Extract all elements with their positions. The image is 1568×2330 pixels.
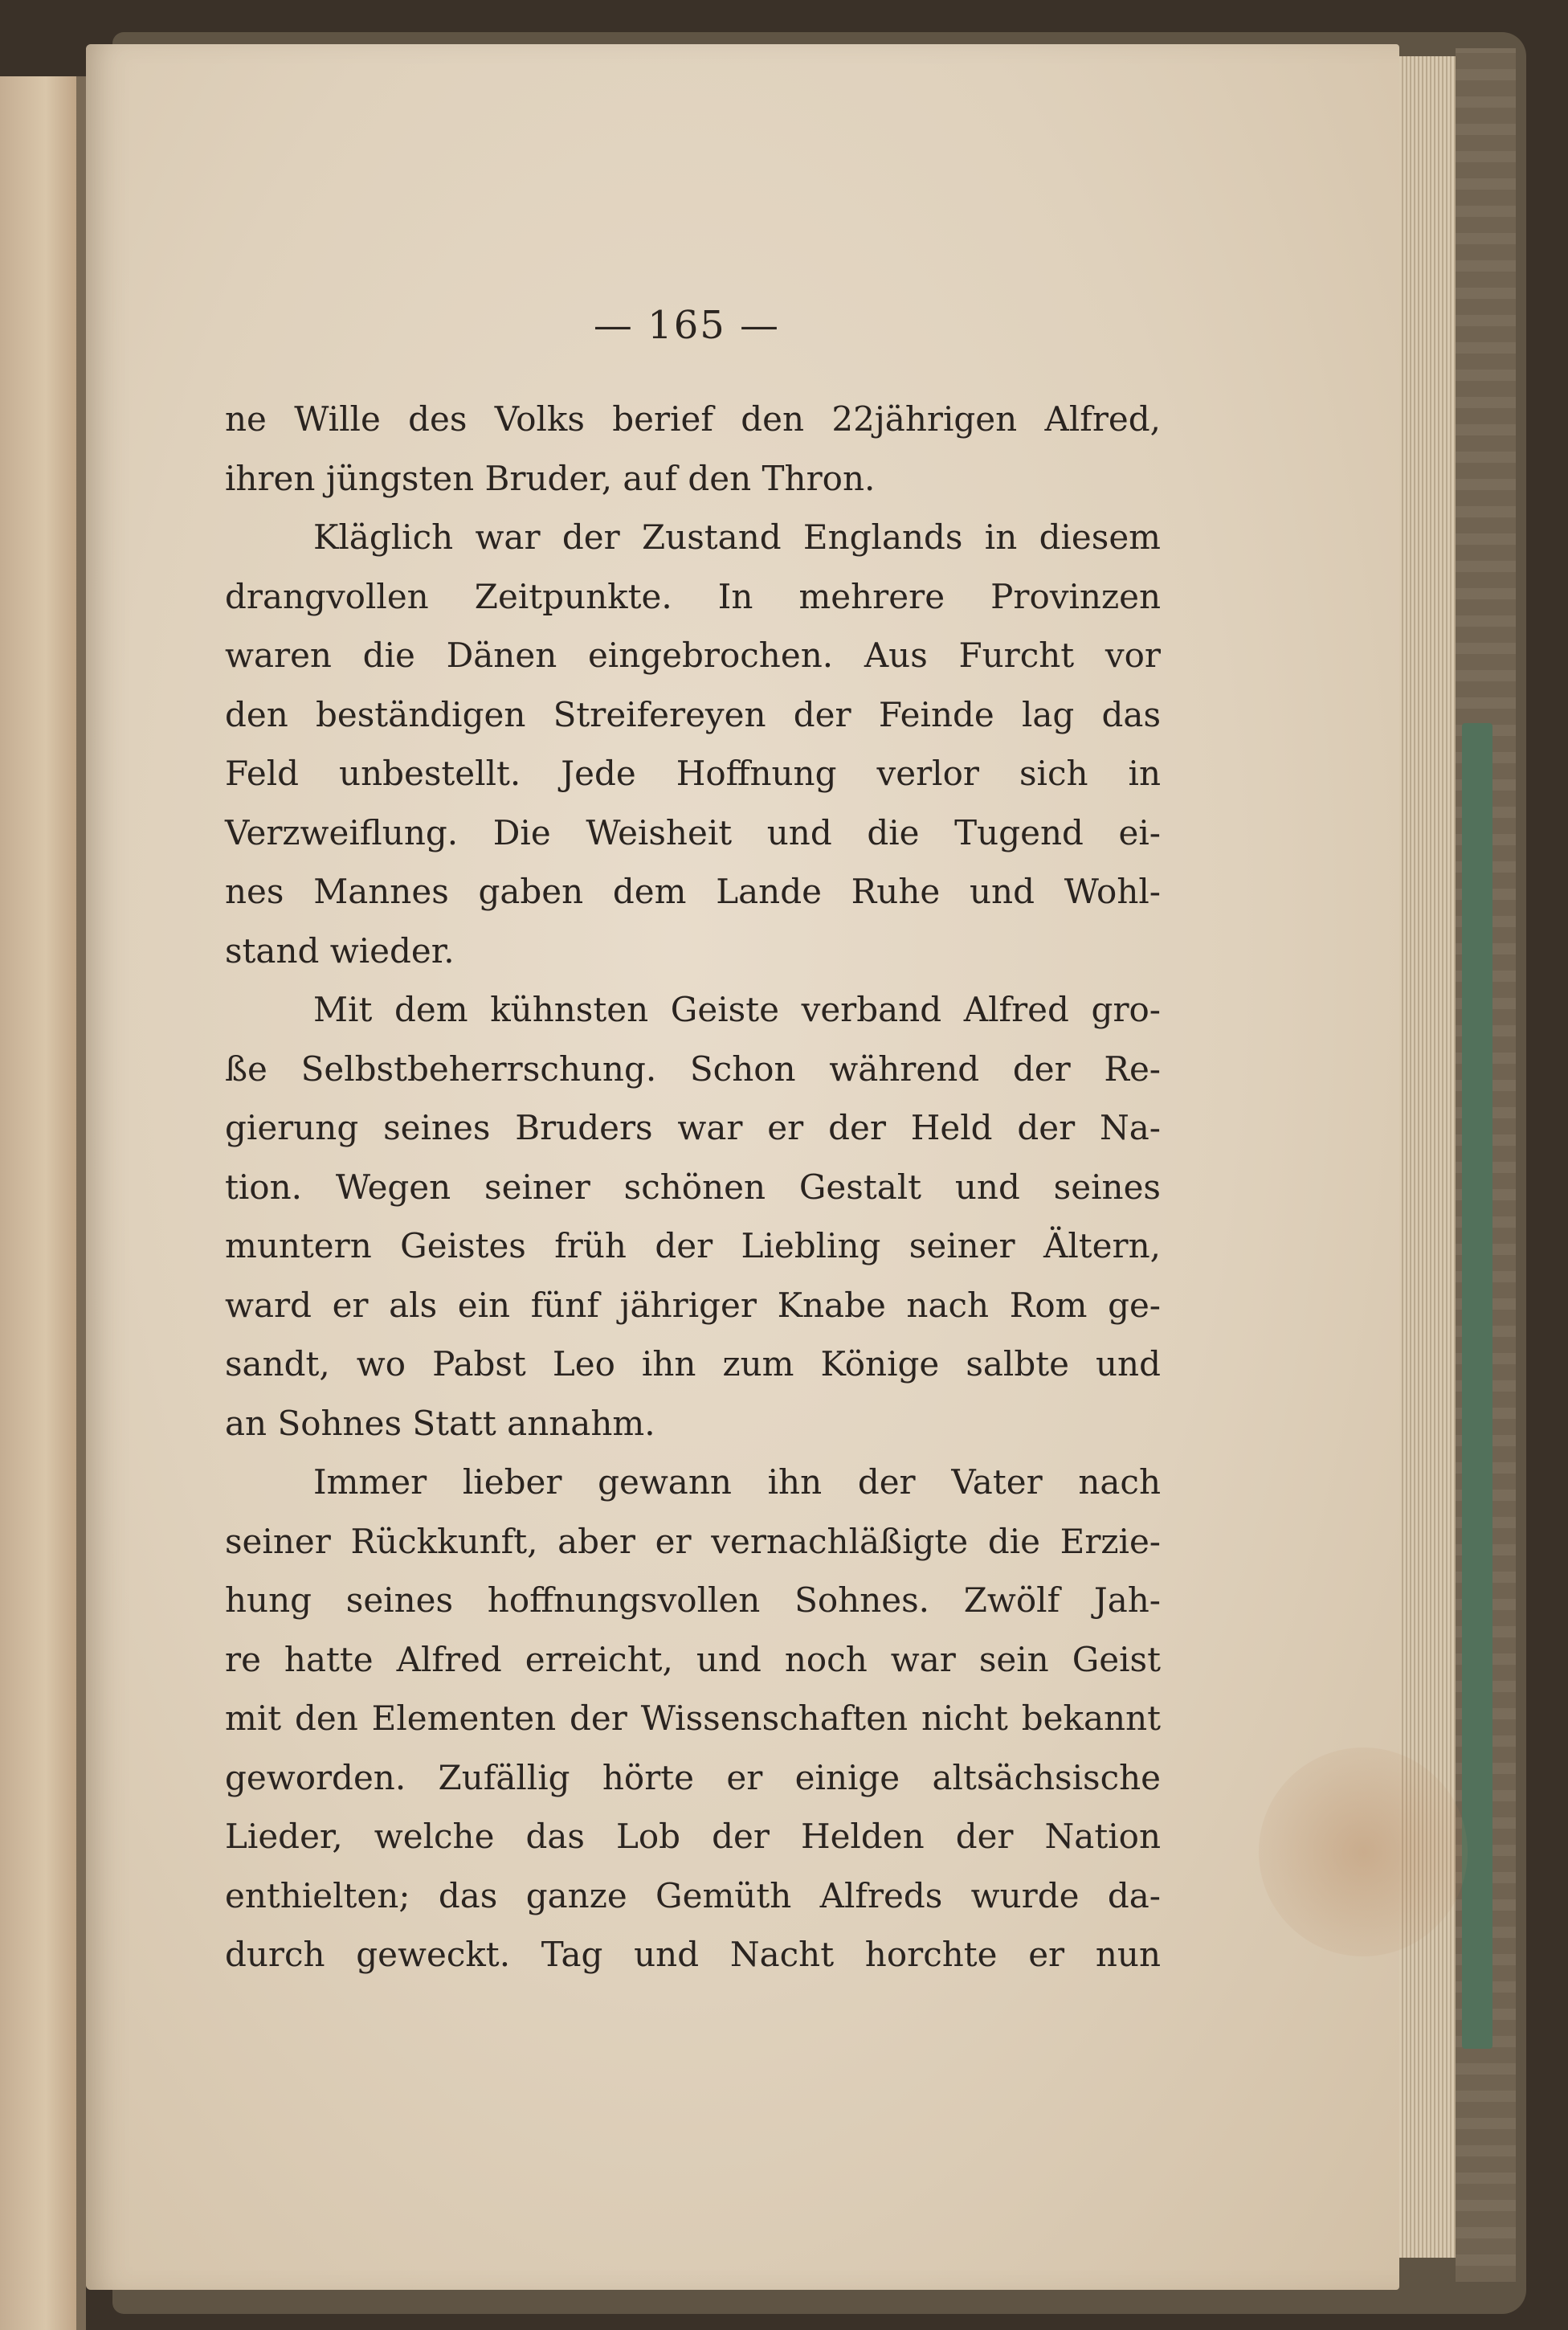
- text-line: Lieder, welche das Lob der Helden der Nation: [225, 1817, 1161, 1856]
- text-line: tion. Wegen seiner schönen Gestalt und seines: [225, 1167, 1161, 1207]
- text-line: ward er als ein fünf jähriger Knabe nach Rom ge-: [225, 1285, 1161, 1325]
- text-line: nes Mannes gaben dem Lande Ruhe und Wohl-: [225, 872, 1161, 911]
- water-stain: [1259, 1748, 1468, 1956]
- text-line: geworden. Zufällig hörte er einige altsächsische: [225, 1757, 1161, 1797]
- text-line: muntern Geistes früh der Liebling seiner Ältern,: [225, 1226, 1161, 1265]
- text-line: ne Wille des Volks berief den 22jährigen Alfred,: [225, 399, 1161, 439]
- text-line: waren die Dänen eingebrochen. Aus Furcht vor: [225, 636, 1161, 675]
- gutter: [76, 76, 86, 2330]
- text-line: Verzweiflung. Die Weisheit und die Tugend ei-: [225, 812, 1161, 852]
- text-line: an Sohnes Statt annahm.: [225, 1403, 655, 1443]
- text-line: seiner Rückkunft, aber er vernachläßigte die Erzie-: [225, 1521, 1161, 1561]
- page-number-header: — 165 —: [593, 303, 781, 348]
- body-text: [225, 390, 1161, 1985]
- text-line: drangvollen Zeitpunkte. In mehrere Provinzen: [225, 576, 1161, 616]
- text-line: ße Selbstbeherrschung. Schon während der Re-: [225, 1048, 1161, 1089]
- facing-page-edge: [0, 76, 76, 2330]
- text-line: Kläglich war der Zustand Englands in diesem: [313, 517, 1161, 557]
- text-line: Feld unbestellt. Jede Hoffnung verlor sich in: [225, 754, 1161, 793]
- text-line: Mit dem kühnsten Geiste verband Alfred gro-: [313, 990, 1161, 1029]
- text-line: re hatte Alfred erreicht, und noch war sein Geist: [225, 1639, 1161, 1679]
- text-line: ihren jüngsten Bruder, auf den Thron.: [225, 458, 876, 498]
- text-line: durch geweckt. Tag und Nacht horchte er nun: [225, 1935, 1161, 1974]
- text-line: mit den Elementen der Wissenschaften nicht bekannt: [225, 1698, 1161, 1738]
- text-line: enthielten; das ganze Gemüth Alfreds wurde da-: [225, 1875, 1161, 1915]
- text-line: sandt, wo Pabst Leo ihn zum Könige salbte und: [225, 1344, 1161, 1384]
- text-line: hung seines hoffnungsvollen Sohnes. Zwölf Jah-: [225, 1580, 1161, 1620]
- text-line: gierung seines Bruders war er der Held der Na-: [225, 1108, 1161, 1147]
- text-line: den beständigen Streifereyen der Feinde lag das: [225, 694, 1161, 734]
- text-line: stand wieder.: [225, 930, 455, 971]
- text-line: Immer lieber gewann ihn der Vater nach: [313, 1462, 1161, 1502]
